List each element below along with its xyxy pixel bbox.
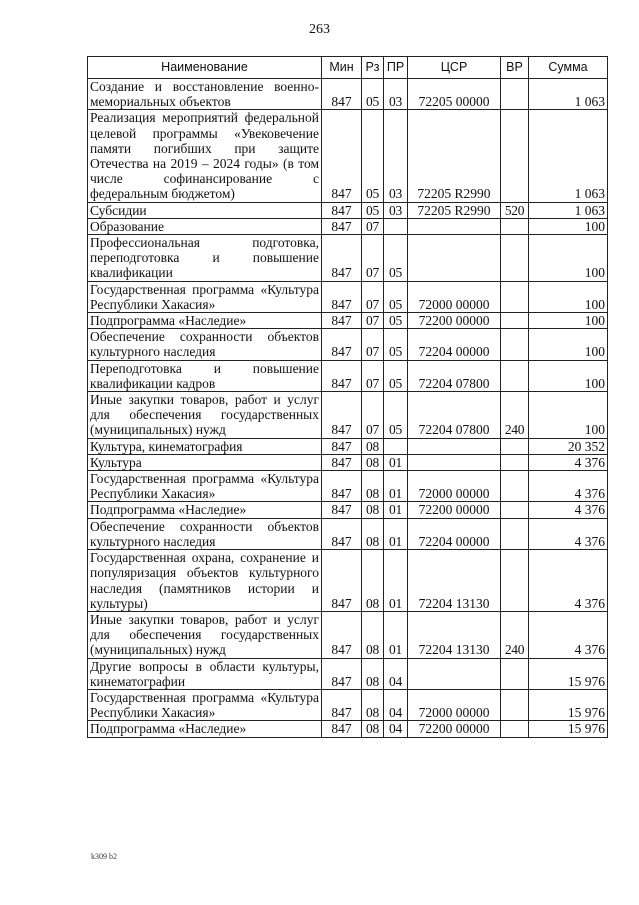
table-row [88,518,608,549]
table-row [88,79,608,110]
cell-vr [501,438,529,454]
cell-name: Культура, кинематография [88,438,322,454]
cell-min: 847 [322,438,362,454]
table-row [88,202,608,218]
cell-rz: 07 [362,281,384,312]
cell-rz: 05 [362,110,384,202]
cell-rz: 07 [362,313,384,329]
table-header-row [88,57,608,79]
cell-vr [501,313,529,329]
cell-pr: 01 [384,518,408,549]
cell-min: 847 [322,235,362,282]
table-row [88,502,608,518]
cell-sum: 4 376 [529,454,608,470]
cell-min: 847 [322,454,362,470]
cell-vr [501,518,529,549]
cell-sum: 4 376 [529,550,608,612]
cell-vr [501,110,529,202]
cell-sum: 4 376 [529,502,608,518]
table-row [88,550,608,612]
table-row [88,611,608,658]
cell-name: Иные закупки товаров, работ и услуг для обеспечения государственных (муниципальных) нужд [88,392,322,439]
cell-pr [384,218,408,234]
table-row [88,392,608,439]
table-row [88,110,608,202]
cell-sum: 100 [529,235,608,282]
cell-pr: 03 [384,110,408,202]
cell-name: Иные закупки товаров, работ и услуг для обеспечения государственных (муниципальных) нужд [88,611,322,658]
footer-code: k309 b2 [91,852,117,861]
cell-name: Государственная охрана, сохранение и популяризация объектов культурного наследия (памятников истории и культуры) [88,550,322,612]
cell-vr [501,658,529,689]
cell-sum: 100 [529,313,608,329]
cell-csr [408,218,501,234]
cell-sum: 100 [529,360,608,391]
cell-vr [501,235,529,282]
table-row [88,218,608,234]
table-row [88,360,608,391]
cell-csr: 72205 00000 [408,79,501,110]
cell-vr [501,218,529,234]
cell-rz: 08 [362,502,384,518]
table-row [88,235,608,282]
cell-sum: 15 976 [529,658,608,689]
col-header-vr: ВР [501,57,529,79]
cell-sum: 4 376 [529,518,608,549]
cell-min: 847 [322,721,362,737]
cell-csr: 72204 00000 [408,329,501,360]
cell-name: Подпрограмма «Наследие» [88,502,322,518]
cell-name: Подпрограмма «Наследие» [88,313,322,329]
table-row [88,658,608,689]
cell-vr [501,471,529,502]
cell-rz: 08 [362,689,384,720]
cell-vr [501,79,529,110]
cell-name: Государственная программа «Культура Республики Хакасия» [88,689,322,720]
cell-rz: 07 [362,360,384,391]
cell-pr: 04 [384,721,408,737]
cell-vr [501,550,529,612]
cell-csr: 72000 00000 [408,281,501,312]
cell-name: Культура [88,454,322,470]
cell-name: Образование [88,218,322,234]
cell-name: Реализация мероприятий федеральной целевой программы «Увековечение памяти погибших при защите Отечества на 2019 – 2024 годы» (в том числе софинансирование с федеральным бюджетом) [88,110,322,202]
cell-min: 847 [322,658,362,689]
table-row [88,313,608,329]
cell-rz: 07 [362,235,384,282]
cell-min: 847 [322,550,362,612]
cell-sum: 20 352 [529,438,608,454]
cell-sum: 100 [529,392,608,439]
cell-name: Профессиональная подготовка, переподготовка и повышение квалификации [88,235,322,282]
cell-sum: 100 [529,218,608,234]
cell-name: Создание и восстановление военно-мемориальных объектов [88,79,322,110]
cell-pr: 01 [384,471,408,502]
cell-pr: 03 [384,202,408,218]
cell-csr: 72204 07800 [408,392,501,439]
cell-csr [408,438,501,454]
cell-vr [501,721,529,737]
cell-min: 847 [322,518,362,549]
cell-rz: 08 [362,611,384,658]
cell-csr [408,235,501,282]
cell-name: Государственная программа «Культура Республики Хакасия» [88,281,322,312]
cell-rz: 05 [362,202,384,218]
cell-rz: 08 [362,438,384,454]
cell-rz: 08 [362,454,384,470]
cell-csr: 72204 13130 [408,550,501,612]
cell-pr: 05 [384,281,408,312]
cell-min: 847 [322,502,362,518]
cell-csr [408,658,501,689]
cell-csr: 72000 00000 [408,689,501,720]
cell-sum: 1 063 [529,202,608,218]
col-header-sum: Сумма [529,57,608,79]
cell-vr [501,454,529,470]
cell-sum: 100 [529,281,608,312]
cell-csr: 72200 00000 [408,502,501,518]
col-header-csr: ЦСР [408,57,501,79]
cell-pr: 01 [384,454,408,470]
cell-csr: 72205 R2990 [408,202,501,218]
cell-rz: 07 [362,218,384,234]
cell-pr: 01 [384,502,408,518]
page-number: 263 [309,22,330,37]
col-header-pr: ПР [384,57,408,79]
table-body [88,79,608,738]
cell-rz: 08 [362,721,384,737]
cell-vr: 520 [501,202,529,218]
cell-name: Государственная программа «Культура Республики Хакасия» [88,471,322,502]
table-row [88,689,608,720]
cell-name: Субсидии [88,202,322,218]
cell-rz: 08 [362,658,384,689]
cell-csr: 72200 00000 [408,721,501,737]
cell-pr: 05 [384,235,408,282]
cell-min: 847 [322,110,362,202]
cell-pr: 05 [384,392,408,439]
cell-sum: 4 376 [529,611,608,658]
cell-min: 847 [322,281,362,312]
cell-vr: 240 [501,392,529,439]
table-row [88,438,608,454]
cell-pr: 05 [384,360,408,391]
cell-name: Подпрограмма «Наследие» [88,721,322,737]
cell-pr: 04 [384,689,408,720]
cell-csr: 72000 00000 [408,471,501,502]
cell-vr: 240 [501,611,529,658]
cell-vr [501,502,529,518]
cell-min: 847 [322,313,362,329]
cell-min: 847 [322,471,362,502]
cell-csr: 72204 07800 [408,360,501,391]
cell-vr [501,360,529,391]
cell-min: 847 [322,611,362,658]
col-header-name: Наименование [88,57,322,79]
cell-min: 847 [322,202,362,218]
cell-min: 847 [322,79,362,110]
cell-csr [408,454,501,470]
cell-name: Другие вопросы в области культуры, кинематографии [88,658,322,689]
cell-csr: 72200 00000 [408,313,501,329]
cell-sum: 1 063 [529,79,608,110]
cell-rz: 08 [362,518,384,549]
cell-vr [501,329,529,360]
cell-sum: 1 063 [529,110,608,202]
cell-sum: 15 976 [529,721,608,737]
cell-rz: 05 [362,79,384,110]
table-row [88,281,608,312]
cell-sum: 4 376 [529,471,608,502]
cell-pr: 01 [384,550,408,612]
cell-min: 847 [322,689,362,720]
cell-min: 847 [322,360,362,391]
budget-table [87,56,608,738]
cell-name: Переподготовка и повышение квалификации кадров [88,360,322,391]
cell-csr: 72204 13130 [408,611,501,658]
cell-rz: 08 [362,471,384,502]
cell-sum: 100 [529,329,608,360]
table-row [88,471,608,502]
cell-name: Обеспечение сохранности объектов культурного наследия [88,329,322,360]
col-header-min: Мин [322,57,362,79]
cell-rz: 08 [362,550,384,612]
cell-vr [501,281,529,312]
table-row [88,721,608,737]
cell-csr: 72204 00000 [408,518,501,549]
cell-min: 847 [322,392,362,439]
table-row [88,329,608,360]
cell-vr [501,689,529,720]
cell-min: 847 [322,329,362,360]
cell-pr: 05 [384,313,408,329]
cell-name: Обеспечение сохранности объектов культурного наследия [88,518,322,549]
cell-pr: 01 [384,611,408,658]
cell-pr [384,438,408,454]
cell-pr: 04 [384,658,408,689]
cell-pr: 03 [384,79,408,110]
table-row [88,454,608,470]
cell-min: 847 [322,218,362,234]
cell-sum: 15 976 [529,689,608,720]
cell-rz: 07 [362,329,384,360]
col-header-rz: Рз [362,57,384,79]
cell-csr: 72205 R2990 [408,110,501,202]
cell-pr: 05 [384,329,408,360]
cell-rz: 07 [362,392,384,439]
